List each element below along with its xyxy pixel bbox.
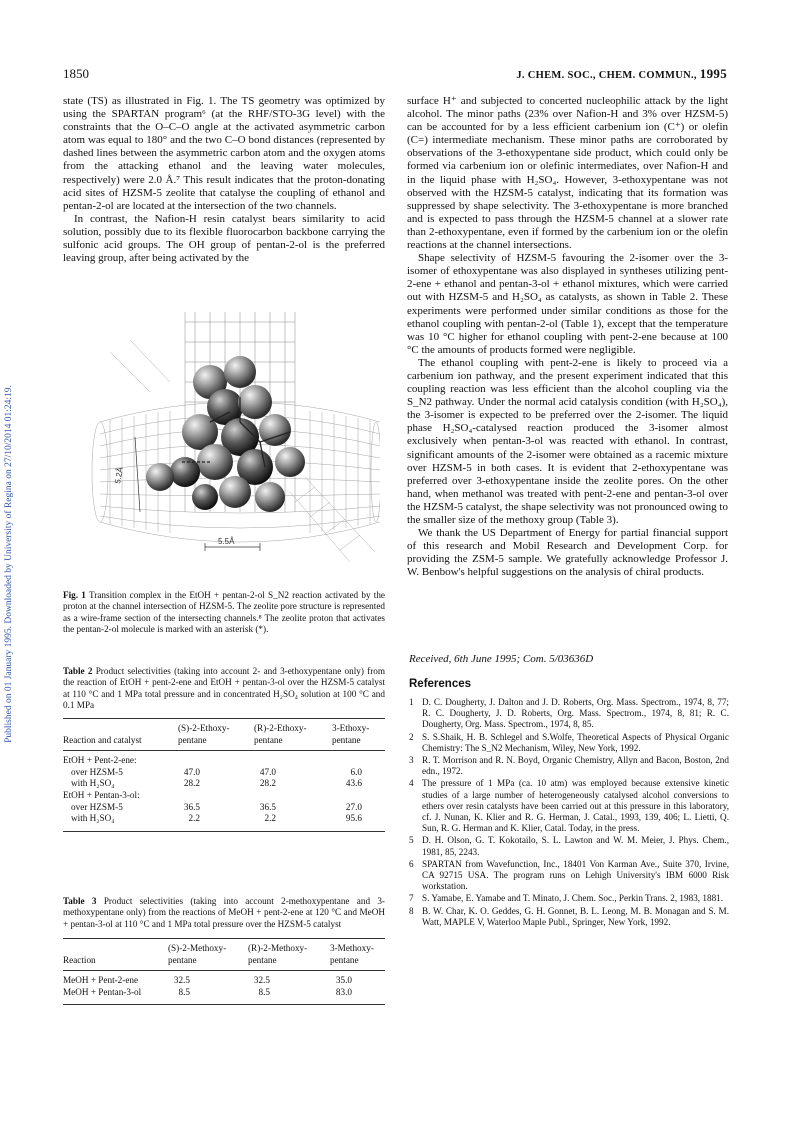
table-cell: 6.0	[350, 766, 362, 777]
left-paragraph-2: In contrast, the Nafion-H resin catalyst bears similarity to acid solution, possibly due to its flexible fluorocarbon backbone carrying the sulfonic acid groups. The OH group of pentan-2-ol is the preferred leaving group, after being activated by the	[63, 212, 385, 265]
table-3	[63, 938, 385, 1005]
table-2-label: Table 2	[63, 666, 93, 676]
table-3-label: Table 3	[63, 896, 97, 906]
table-cell: 95.6	[345, 813, 362, 824]
reference-number: 5	[409, 835, 414, 846]
reference-text: SPARTAN from Wavefunction, Inc., 18401 Von Karman Ave., Suite 370, Irvine, CA 92715 USA. The program runs on Lehigh University's IBM 6000 Risk workstation.	[422, 858, 729, 892]
table-2-header	[63, 723, 385, 746]
table-cell: 36.5	[259, 801, 276, 812]
figure-1-caption	[63, 590, 385, 635]
table-cell: MeOH + Pent-2-ene	[63, 975, 139, 986]
page-number: 1850	[63, 66, 89, 81]
reference-text: S. S.Shaik, H. B. Schlegel and S.Wolfe, Theoretical Aspects of Physical Organic Chemistry: The S_N2 Mechanism, Wiley, New York, 1992.	[422, 731, 729, 753]
table-cell: 2.2	[264, 813, 276, 824]
reference-text: D. C. Dougherty, J. Dalton and J. D. Roberts, Org. Mass. Spectrom., 1974, 8, 77; R. C. Dougherty, J. D. Roberts, Org. Mass. Spectrom., 1974, 8, 81; R. C. Dougherty, Org. Mass. Spectrom., 1974, 8, 85.	[422, 697, 729, 730]
zeolite-channel-figure	[90, 312, 380, 580]
references-list	[409, 697, 729, 929]
figure-caption-text: Transition complex in the EtOH + pentan-2-ol S_N2 reaction activated by the proton at the channel intersection of HZSM-5. The zeolite pore structure is represented as a wire-frame section of the intersecting channels.⁸ The zeolite proton that activates the pentan-2-ol molecule is marked with an asterisk (*).	[63, 590, 386, 634]
table-2-header-cell: (S)-2-Ethoxy- pentane	[178, 723, 230, 745]
table-cell: EtOH + Pentan-3-ol:	[63, 789, 140, 800]
table-cell: 36.5	[183, 801, 200, 812]
table-3-caption-text: Product selectivities (taking into account 2-methoxypentane and 3-methoxypentane only) from the reactions of MeOH + pent-2-ene at 120 °C and MeOH + pentan-3-ol at 110 °C and 1 MPa total pressure over the HZSM-5 catalyst	[63, 896, 385, 929]
reference-item	[409, 697, 729, 731]
table-cell: over HZSM-5	[71, 766, 123, 777]
right-paragraph-3: The ethanol coupling with pent-2-ene is likely to proceed via a carbenium ion pathway, and the present experiment indicated that this coupling reaction was less efficient than the alcohol coupling via the S_N2 pathway. Under the normal acid catalysis condition (with H₂SO₄), the 3-isomer is expected to be preferred over the 2-isomer. The liquid phase H₂SO₄-catalysed reaction produced the 3-isomer almost exclusively when pentan-3-ol was reacted with ethanol. In contrast, significant amounts of the 2-isomer were obtained as a racemic mixture over HZSM-5 in both cases. It is evident that 2-ethoxypentane was preferred over 3-ethoxypentane inside the zeolite pores. On the other hand, when methanol was treated with pent-2-ene and pentan-3-ol over the HZSM-5 catalyst, the shape selectivity was not pronounced owing to the smaller size of the methoxy group (Table 3).	[407, 356, 728, 526]
table-3-caption	[63, 896, 385, 930]
table-cell: 28.2	[259, 778, 276, 789]
table-cell: 47.0	[183, 766, 200, 777]
reference-item	[409, 893, 729, 904]
table-cell: 27.0	[345, 801, 362, 812]
table-row	[63, 987, 385, 999]
reference-item	[409, 732, 729, 754]
table-cell: with H₂SO₄	[71, 778, 115, 789]
table-3-header-cell: 3-Methoxy- pentane	[330, 943, 374, 965]
table-3-header-cell: Reaction	[63, 954, 96, 965]
reference-number: 3	[409, 755, 414, 766]
table-row	[63, 813, 385, 825]
right-paragraph-2: Shape selectivity of HZSM-5 favouring the 2-isomer over the 3-isomer of ethoxypentane was also displayed in syntheses utilizing pent-2-ene + ethanol and pentan-3-ol + ethanol mixtures, which were carried out with HZSM-5 and H₂SO₄ as catalysts, as shown in Table 2. These experiments were performed under similar conditions as those for the ethanol coupling with pentan-2-ol (Table 1), except that the temperature was 10 °C higher for ethanol coupling with pent-2-ene because at 100 °C the amounts of products formed were negligible.	[407, 252, 728, 356]
table-cell: 43.6	[345, 778, 362, 789]
table-cell: 28.2	[183, 778, 200, 789]
right-column	[407, 95, 728, 579]
table-2-header-cell: 3-Ethoxy- pentane	[332, 723, 370, 745]
reference-number: 1	[409, 697, 414, 707]
left-column	[63, 95, 385, 265]
table-3-header-cell: (S)-2-Methoxy- pentane	[168, 943, 227, 965]
table-row	[63, 975, 385, 987]
reference-number: 4	[409, 778, 414, 789]
table-row	[63, 755, 385, 767]
table-cell: MeOH + Pentan-3-ol	[63, 986, 142, 997]
left-paragraph-1: state (TS) as illustrated in Fig. 1. The TS geometry was optimized by using the SPARTAN program⁶ (at the RHF/STO-3G level) with the constraints that the O–C–O angle at the activated asymmetric carbon atom was equal to 180° and the two C–O bond distances (represented by dashed lines between the asymmetric carbon atom and the oxygen atoms from the attacking ethanol and the leaving water molecules, respectively) were 2.0 Å.⁷ This result indicates that the proton-donating acid sites of HZSM-5 zeolite that catalyse the coupling of ethanol and pentan-2-ol are located at the intersection of the two channels.	[63, 95, 385, 212]
reference-number: 6	[409, 858, 414, 869]
right-paragraph-1: surface H⁺ and subjected to concerted nucleophilic attack by the light alcohol. The minor paths (23% over Nafion-H and 3% over HZSM-5) can be accounted for by a less efficient carbenium ion (C⁺) or olefin (C=) intermediate mechanism. These minor paths are corroborated by observations of the 3-ethoxypentane side product, which could only be formed via carbenium ion or olefinic intermediates, over Nafion-H and in the liquid phase with H₂SO₄. However, 3-ethoxypentane was not observed with the HZSM-5 catalyst, indicating that its formation was suppressed by shape selectivity. The 3-ethoxypentane is more branched and is expected to pass through the HZSM-5 channel at a slower rate than 2-ethoxypentane, even if formed by the carbenium ion or the olefin reactions at the channel intersections.	[407, 95, 728, 252]
figure-label: Fig. 1	[63, 590, 86, 600]
journal-name: J. CHEM. SOC., CHEM. COMMUN.,	[516, 70, 697, 81]
table-cell: 47.0	[259, 766, 276, 777]
reference-item	[409, 755, 729, 777]
table-row	[63, 767, 385, 779]
reference-item	[409, 906, 729, 928]
references-heading: References	[409, 678, 472, 690]
table-2-caption	[63, 666, 385, 711]
table-cell: 8.5	[178, 986, 190, 997]
table-2-grid	[63, 723, 385, 746]
journal-header	[495, 66, 727, 82]
table-3-body	[63, 975, 385, 998]
table-3-header	[63, 943, 385, 966]
reference-number: 7	[409, 893, 414, 904]
reference-text: B. W. Char, K. O. Geddes, G. H. Gonnet, B. L. Leong, M. B. Monagan and S. M. Watt, MAPLE V, Waterloo Maple Publ., Springer, New York, 1992.	[422, 905, 729, 927]
acknowledgements: We thank the US Department of Energy for partial financial support of this research and Mobil Research and Development Corp. for providing the ZSM-5 sample. We gratefully acknowledge Professor J. W. Benbow's helpful suggestions on the analysis of chiral products.	[407, 527, 728, 579]
table-3-header-cell: (R)-2-Methoxy- pentane	[248, 943, 308, 965]
download-sidebar	[0, 0, 18, 1128]
table-2-header-cell: Reaction and catalyst	[63, 734, 142, 745]
table-cell: 8.5	[258, 986, 270, 997]
reference-text: D. H. Olson, G. T. Kokotailo, S. L. Lawton and W. M. Meier, J. Phys. Chem., 1981, 85, 2243.	[422, 835, 729, 857]
table-2-header-cell: (R)-2-Ethoxy- pentane	[254, 723, 307, 745]
label-5-2-angstrom: 5.2Å	[113, 466, 125, 485]
table-2-caption-text: Product selectivities (taking into account 2- and 3-ethoxypentane only) from the reaction of EtOH + pent-2-ene and EtOH + pentan-3-ol over the HZSM-5 catalyst at 110 °C and 1 MPa total pressure and in concentrated H₂SO₄ solution at 100 °C and 0.1 MPa	[63, 666, 386, 710]
download-note: Published on 01 January 1995. Downloaded by University of Regina on 27/10/2014 01:24:19.	[4, 385, 14, 743]
reference-number: 2	[409, 731, 414, 742]
table-2-body	[63, 755, 385, 825]
figure-1	[90, 312, 380, 580]
reference-number: 8	[409, 905, 414, 916]
table-cell: with H₂SO₄	[71, 813, 115, 824]
table-2	[63, 718, 385, 832]
table-row	[63, 802, 385, 814]
table-cell: 2.2	[188, 813, 200, 824]
label-5-5-angstrom: 5.5Å	[218, 537, 235, 546]
table-cell: over HZSM-5	[71, 801, 123, 812]
reference-item	[409, 859, 729, 893]
received-line: Received, 6th June 1995; Com. 5/03636D	[409, 653, 594, 665]
table-cell: 32.5	[173, 975, 190, 986]
reference-text: S. Yamabe, E. Yamabe and T. Minato, J. Chem. Soc., Perkin Trans. 2, 1983, 1881.	[422, 893, 724, 904]
table-3-grid	[63, 943, 385, 966]
table-cell: 83.0	[335, 986, 352, 997]
journal-year: 1995	[699, 66, 727, 81]
table-row	[63, 778, 385, 790]
table-cell: 32.5	[253, 975, 270, 986]
table-cell: 35.0	[335, 975, 352, 986]
reference-item	[409, 835, 729, 857]
reference-text: The pressure of 1 MPa (ca. 10 atm) was employed because extensive kinetic studies of a large number of heterogeneously catalysed alcohol conversions to ethers over resin catalysts have been carried out at this pressure in this laboratory, cf. J. Nunan, K. Klier and R. G. Herman, J. Catal., 1993, 139, 406; L. Lietti, Q. Sun, R. G. Herman and K. Klier, Catal. Today, in the press.	[422, 778, 729, 834]
table-row	[63, 790, 385, 802]
reference-item	[409, 778, 729, 834]
reference-text: R. T. Morrison and R. N. Boyd, Organic Chemistry, Allyn and Bacon, Boston, 2nd edn., 1972.	[422, 755, 729, 777]
table-cell: EtOH + Pent-2-ene:	[63, 755, 137, 766]
